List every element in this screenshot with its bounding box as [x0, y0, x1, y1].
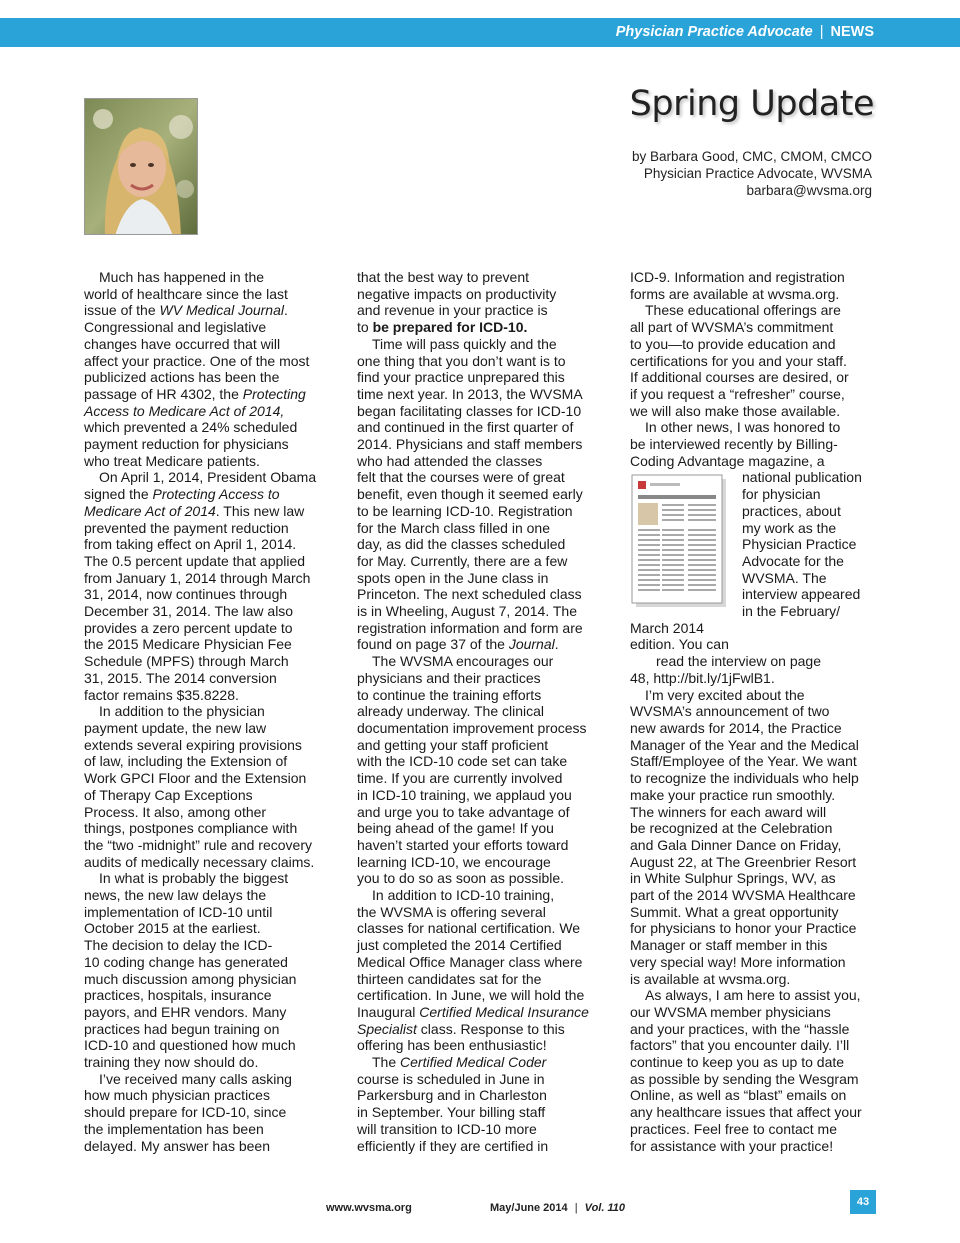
- byline-author: by Barbara Good, CMC, CMOM, CMCO: [631, 149, 872, 164]
- section-name: NEWS: [830, 24, 874, 40]
- paragraph: These educational offerings are all part of WVSMA’s commitment to you—to provide education and certifications for you and your staff. If additional courses are desired, or if you request a “refresher” course, we will also make those available.: [630, 302, 849, 419]
- paragraph: In other news, I was honored to be interviewed recently by Billing- Coding Advantage magazine, a national publication for physician practices, about my work as the Physician Practice Advocate for the WVSMA. The interview appeared in the February/ March 2014 edition. You can read the interview on page 48, http://bit.ly/1jFwlB1.: [630, 419, 862, 686]
- paragraph: In what is probably the biggest news, the new law delays the implementation of ICD-10 until October 2015 at the earliest. The decision to delay the ICD- 10 coding change has generated much discussion among physician practices, hospitals, insurance payors, and EHR vendors. Many practices had begun training on ICD-10 and questioned how much training they now should do.: [84, 870, 297, 1071]
- paragraph: In addition to the physician payment update, the new law extends several expiring provisions of law, including the Extension of Work GPCI Floor and the Extension of Therapy Cap Exceptions Process. It also, among other things, postpones compliance with the “two -midnight” rule and recovery audits of medically necessary claims.: [84, 703, 315, 870]
- paragraph: I’ve received many calls asking how much physician practices should prepare for ICD-10, since the implementation has been delayed. My answer has been: [84, 1070, 292, 1154]
- paragraph: The WVSMA encourages our physicians and their practices to continue the training efforts already underway. The clinical documentation improvement process and getting your staff proficient with the ICD-10 code set can take time. If you are currently involved in ICD-10 training, we applaud you and urge you to take advantage of being ahead of the game! If you haven’t started your efforts toward learning ICD-10, we encourage you to do so as soon as possible.: [357, 653, 587, 887]
- paragraph: Much has happened in the world of healthcare since the last issue of the WV Medical Journal. Congressional and legislative changes have occurred that will affect your practice. One of the most publicized actions has been the passage of HR 4302, the Protecting Access to Medicare Act of 2014, which prevented a 24% scheduled payment reduction for physicians who treat Medicare patients.: [84, 269, 310, 469]
- footer-issue-date: May/June 2014: [490, 1202, 568, 1214]
- page-number: 43: [850, 1190, 876, 1214]
- article-column-3: [630, 269, 890, 1154]
- footer-website: www.wvsma.org: [326, 1202, 412, 1214]
- section-header-bar: [0, 18, 960, 47]
- author-photo: [84, 98, 198, 235]
- byline: [632, 148, 872, 199]
- footer-volume: Vol. 110: [584, 1202, 625, 1214]
- paragraph: In addition to ICD-10 training, the WVSMA is offering several classes for national certification. We just completed the 2014 Certified Medical Office Manager class where thirteen candidates sat for the certification. In June, we will hold the Inaugural Certified Medical Insurance Specialist class. Response to this offering has been enthusiastic!: [357, 887, 589, 1054]
- paragraph: that the best way to prevent negative impacts on productivity and revenue in your practice is to be prepared for ICD-10.: [357, 269, 557, 336]
- publication-name: Physician Practice Advocate: [615, 24, 813, 40]
- footer-issue: [490, 1202, 625, 1214]
- paragraph: The Certified Medical Coder course is scheduled in June in Parkersburg and in Charleston in September. Your billing staff will transition to ICD-10 more efficiently if they are certified in: [357, 1054, 549, 1154]
- footer-separator: |: [574, 1202, 578, 1214]
- paragraph: I’m very excited about the WVSMA’s announcement of two new awards for 2014, the Practice Manager of the Year and the Medical Staff/Employee of the Year. We want to recognize the individuals who help make your practice run smoothly. The winners for each award will be recognized at the Celebration and Gala Dinner Dance on Friday, August 22, at The Greenbrier Resort in White Sulphur Springs, WV, as part of the 2014 WVSMA Healthcare Summit. What a great opportunity for physicians to honor your Practice Manager or staff member in this very special way! More information is available at wvsma.org.: [630, 686, 859, 987]
- paragraph: Time will pass quickly and the one thing that you don’t want is to find your practice unprepared this time next year. In 2013, the WVSMA began facilitating classes for ICD-10 and continued in the first quarter of 2014. Physicians and staff members who had attended the classes felt that the courses were of great benefit, even though it seemed early to be learning ICD-10. Registration for the March class filled in one day, as did the classes scheduled for May. Currently, there are a few spots open in the June class in Princeton. The next scheduled class is in Wheeling, August 7, 2014. The registration information and form are found on page 37 of the Journal.: [357, 335, 583, 653]
- paragraph: On April 1, 2014, President Obama signed the Protecting Access to Medicare Act of 2014. This new law prevented the payment reduction from taking effect on April 1, 2014. The 0.5 percent update that applied from January 1, 2014 through March 31, 2014, now continues through December 31, 2014. The law also provides a zero percent update to the 2015 Medicare Physician Fee Schedule (MPFS) through March 31, 2015. The 2014 conversion factor remains $35.8228.: [84, 469, 317, 703]
- byline-email: barbara@wvsma.org: [746, 183, 872, 198]
- paragraph: ICD-9. Information and registration forms are available at wvsma.org.: [630, 269, 845, 302]
- header-separator: |: [819, 24, 824, 40]
- magazine-page-thumbnail: [630, 471, 730, 611]
- article-column-1: [84, 269, 342, 1154]
- byline-role: Physician Practice Advocate, WVSMA: [643, 166, 872, 181]
- article-title: Spring Update: [629, 84, 874, 124]
- paragraph: As always, I am here to assist you, our WVSMA member physicians and your practices, with the “hassle factors” that you encounter daily. I’ll continue to keep you as up to date as possible by sending the Wesgram Online, as well as “blast” emails on any healthcare issues that affect your practices. Feel free to contact me for assistance with your practice!: [630, 987, 862, 1154]
- article-column-2: [357, 269, 615, 1154]
